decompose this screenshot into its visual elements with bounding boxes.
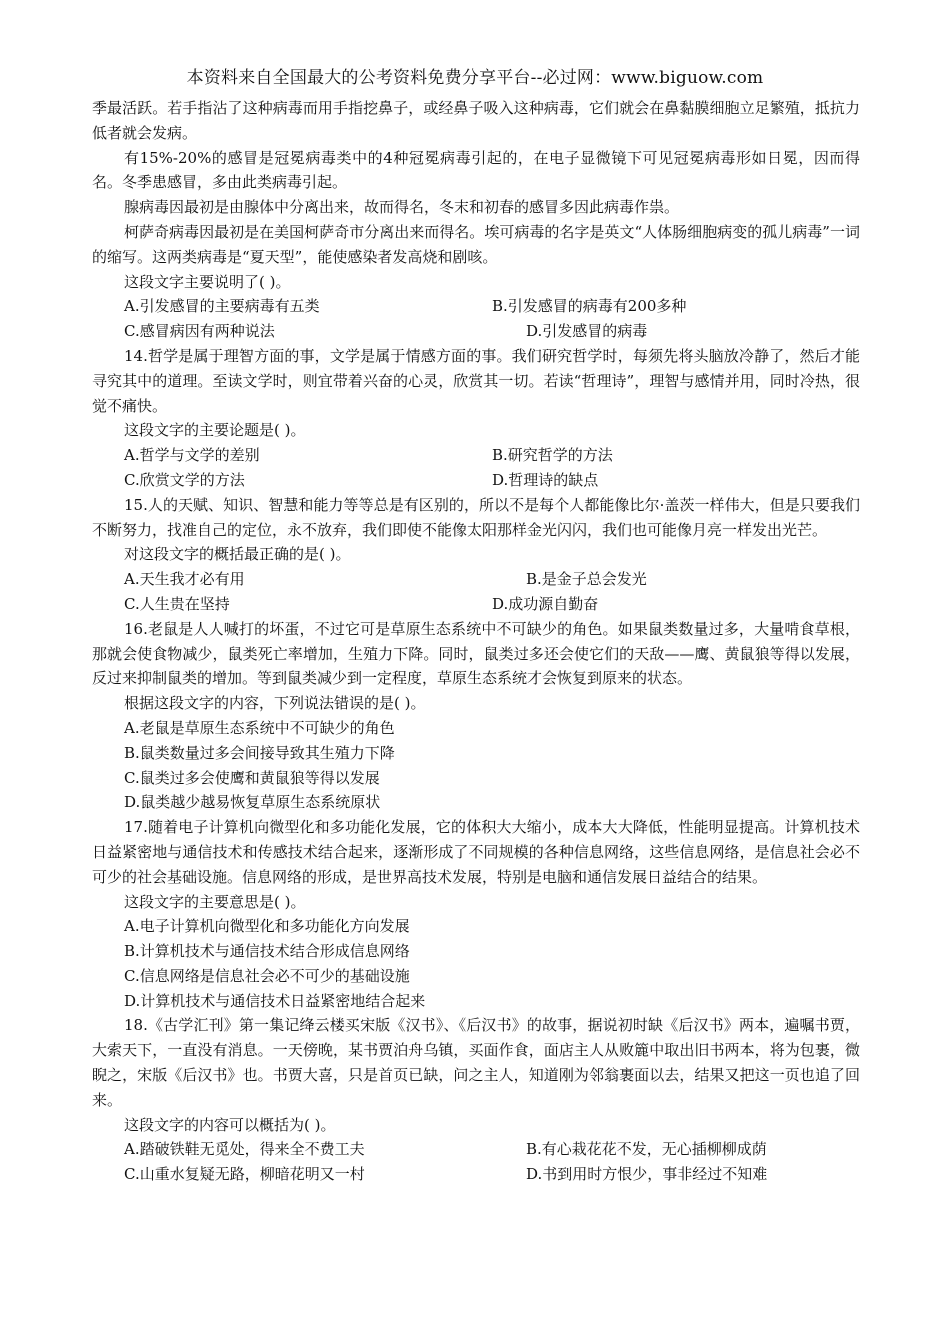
- option-a: A.天生我才必有用: [124, 570, 245, 589]
- option-b: B.有心栽花花不发，无心插柳柳成荫: [526, 1140, 767, 1159]
- option-d: D.计算机技术与通信技术日益紧密地结合起来: [124, 991, 426, 1010]
- option-c: C.人生贵在坚持: [124, 594, 230, 613]
- option-d: D.成功源自勤奋: [492, 594, 599, 613]
- option-d: D.书到用时方恨少，事非经过不知难: [526, 1165, 768, 1184]
- options-grid: [92, 443, 860, 493]
- document-body: [92, 96, 860, 1187]
- question-stem: 这段文字的主要意思是( )。: [124, 892, 306, 911]
- options-grid: [92, 1137, 860, 1187]
- page-header: 本资料来自全国最大的公考资料免费分享平台--必过网：www.biguow.com: [186, 68, 764, 88]
- question-text: 17.随着电子计算机向微型化和多功能化发展，它的体积大大缩小，成本大大降低，性能明显提高。计算机技术日益紧密地与通信技术和传感技术结合起来，逐渐形成了不同规模的各种信息网络，这些信息网络，是信息社会必不可少的社会基础设施。信息网络的形成，是世界高技术发展，特别是电脑和通信发展日益结合的结果。: [92, 818, 860, 886]
- question-stem: 这段文字的主要论题是( )。: [124, 421, 306, 440]
- option-b: B.研究哲学的方法: [492, 446, 613, 465]
- options-grid: [92, 567, 860, 617]
- option-b: B.是金子总会发光: [526, 570, 647, 589]
- option-b: B.计算机技术与通信技术结合形成信息网络: [124, 942, 410, 961]
- paragraph: 季最活跃。若手指沾了这种病毒而用手指挖鼻子，或经鼻子吸入这种病毒，它们就会在鼻黏膜细胞立足繁殖，抵抗力低者就会发病。: [92, 99, 860, 142]
- question-text: 14.哲学是属于理智方面的事，文学是属于情感方面的事。我们研究哲学时，每须先将头脑放冷静了，然后才能寻究其中的道理。至读文学时，则宜带着兴奋的心灵，欣赏其一切。若读“哲理诗”，理智与感情并用，同时冷热，很觉不痛快。: [92, 346, 860, 415]
- option-a: A.老鼠是草原生态系统中不可缺少的角色: [124, 718, 395, 737]
- option-c: C.信息网络是信息社会必不可少的基础设施: [124, 966, 410, 985]
- paragraph: 腺病毒因最初是由腺体中分离出来，故而得名，冬末和初春的感冒多因此病毒作祟。: [124, 198, 680, 217]
- option-b: B.引发感冒的病毒有200多种: [492, 297, 687, 316]
- option-a: A.电子计算机向微型化和多功能化方向发展: [124, 917, 410, 936]
- option-d: D.哲理诗的缺点: [492, 470, 599, 489]
- paragraph: 柯萨奇病毒因最初是在美国柯萨奇市分离出来而得名。埃可病毒的名字是英文“人体肠细胞病变的孤儿病毒”一词的缩写。这两类病毒是“夏天型”，能使感染者发高烧和剧咳。: [92, 222, 860, 266]
- question-stem: 对这段文字的概括最正确的是( )。: [124, 545, 351, 564]
- option-c: C.山重水复疑无路，柳暗花明又一村: [124, 1165, 365, 1184]
- question-text: 18.《古学汇刊》第一集记绛云楼买宋版《汉书》、《后汉书》的故事，据说初时缺《后汉书》两本，遍嘱书贾，大索天下，一直没有消息。一天傍晚，某书贾泊舟乌镇，买面作食，面店主人从败簏中取出旧书两本，将为包裹，微睨之，宋版《后汉书》也。书贾大喜，只是首页已缺，问之主人，知道刚为邻翁裹面以去，结果又把这一页也追了回来。: [92, 1016, 860, 1109]
- option-d: D.鼠类越少越易恢复草原生态系统原状: [124, 793, 381, 812]
- question-stem: 这段文字主要说明了( )。: [124, 272, 291, 291]
- options-grid: [92, 294, 860, 344]
- option-c: C.欣赏文学的方法: [124, 470, 245, 489]
- option-a: A.引发感冒的主要病毒有五类: [124, 297, 320, 316]
- question-stem: 根据这段文字的内容，下列说法错误的是( )。: [124, 694, 426, 713]
- question-text: 16.老鼠是人人喊打的坏蛋，不过它可是草原生态系统中不可缺少的角色。如果鼠类数量过多，大量啃食草根，那就会使食物减少，鼠类死亡率增加，生殖力下降。同时，鼠类过多还会使它们的天敌——鹰、黄鼠狼等得以发展，反过来抑制鼠类的增加。等到鼠类减少到一定程度，草原生态系统才会恢复到原来的状态。: [92, 619, 860, 688]
- option-d: D.引发感冒的病毒: [526, 322, 648, 341]
- option-b: B.鼠类数量过多会间接导致其生殖力下降: [124, 743, 395, 762]
- option-a: A.踏破铁鞋无觅处，得来全不费工夫: [124, 1140, 365, 1159]
- option-c: C.鼠类过多会使鹰和黄鼠狼等得以发展: [124, 768, 380, 787]
- option-a: A.哲学与文学的差别: [124, 446, 260, 465]
- question-stem: 这段文字的内容可以概括为( )。: [124, 1115, 336, 1134]
- paragraph: 有15%-20%的感冒是冠冕病毒类中的4种冠冕病毒引起的，在电子显微镜下可见冠冕病毒形如日冕，因而得名。冬季患感冒，多由此类病毒引起。: [92, 148, 860, 192]
- question-text: 15.人的天赋、知识、智慧和能力等等总是有区别的，所以不是每个人都能像比尔·盖茨一样伟大，但是只要我们不断努力，找准自己的定位，永不放弃，我们即使不能像太阳那样金光闪闪，我们也可能像月亮一样发出光芒。: [92, 495, 860, 539]
- option-c: C.感冒病因有两种说法: [124, 322, 275, 341]
